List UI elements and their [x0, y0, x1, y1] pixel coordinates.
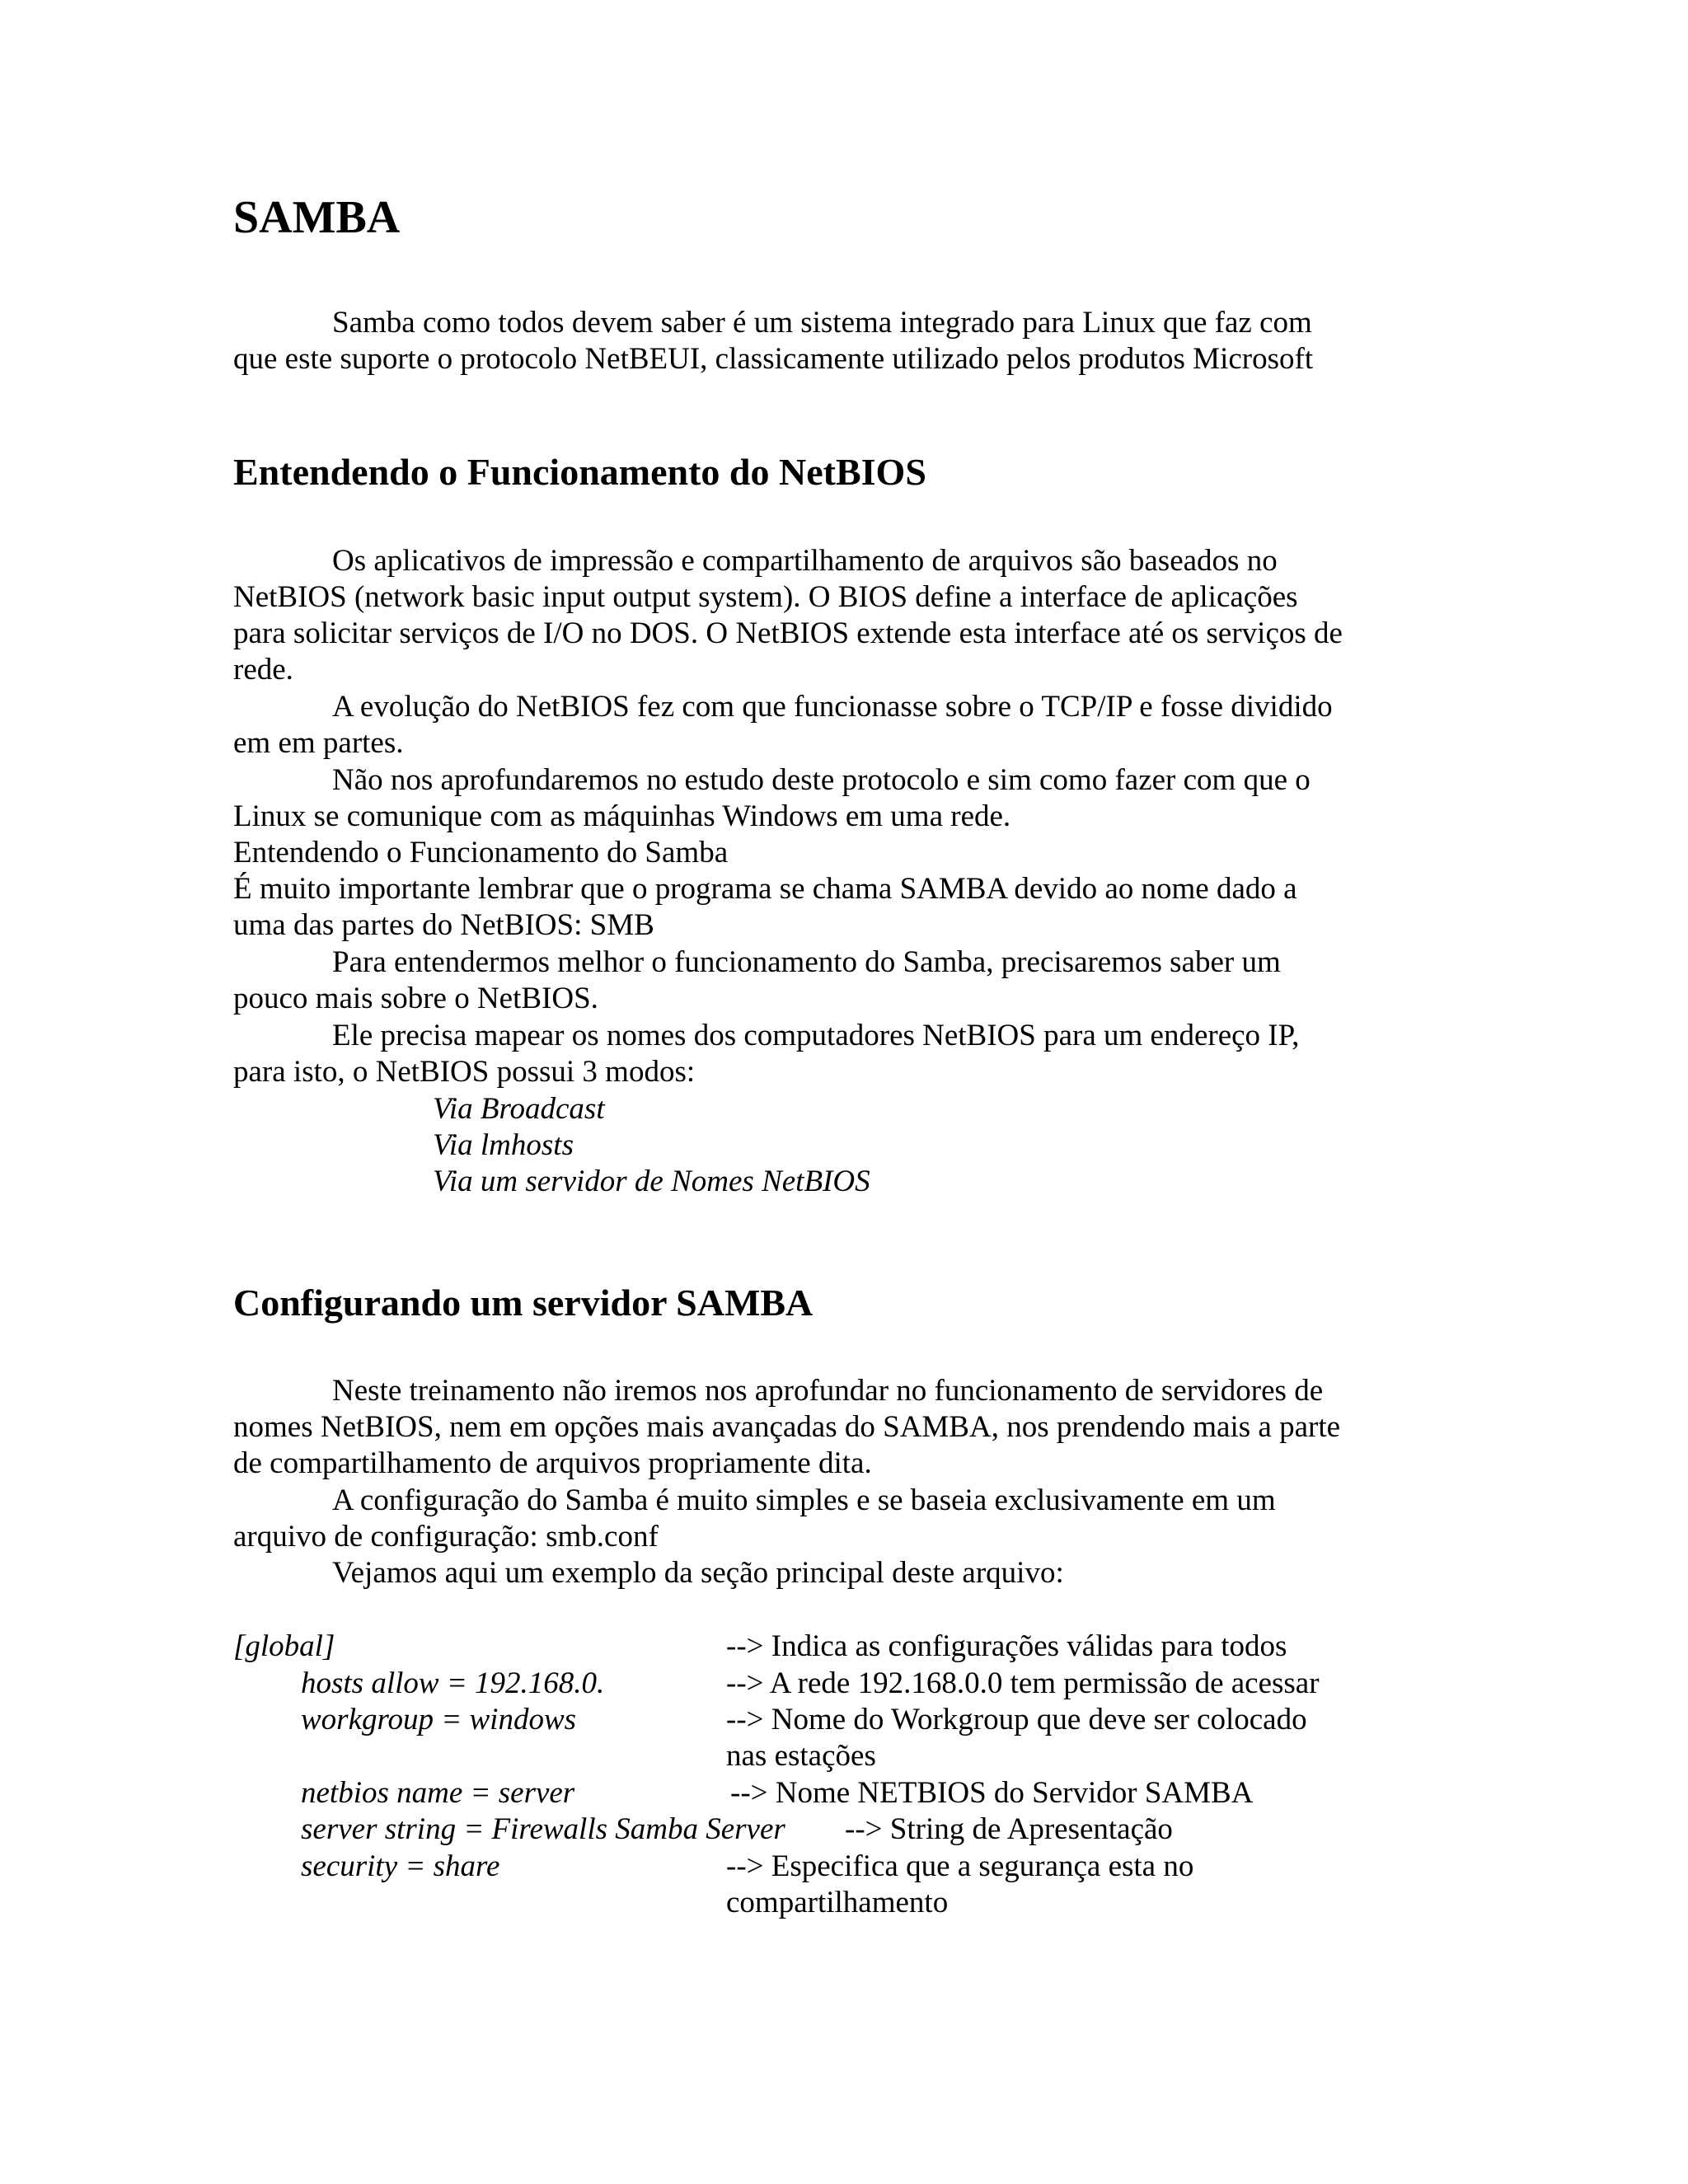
- config-hosts-desc: --> A rede 192.168.0.0 tem permissão de acessar: [726, 1666, 1320, 1700]
- section-heading-netbios: Entendendo o Funcionamento do NetBIOS: [233, 451, 926, 493]
- paragraph-line: Para entendermos melhor o funcionamento do Samba, precisaremos saber um: [332, 945, 1281, 979]
- config-global-desc: --> Indica as configurações válidas para todos: [726, 1629, 1287, 1663]
- paragraph-line: Os aplicativos de impressão e compartilhamento de arquivos são baseados no: [332, 544, 1278, 578]
- mode-list-item: Via um servidor de Nomes NetBIOS: [433, 1165, 870, 1198]
- paragraph-line: NetBIOS (network basic input output system). O BIOS define a interface de aplicações: [233, 580, 1298, 614]
- paragraph-line: Ele precisa mapear os nomes dos computadores NetBIOS para um endereço IP,: [332, 1019, 1300, 1052]
- paragraph-line: uma das partes do NetBIOS: SMB: [233, 908, 654, 942]
- intro-line-2: que este suporte o protocolo NetBEUI, classicamente utilizado pelos produtos Microsoft: [233, 342, 1314, 376]
- paragraph-line: Não nos aprofundaremos no estudo deste protocolo e sim como fazer com que o: [332, 763, 1311, 797]
- config-security-desc: --> Especifica que a segurança esta no: [726, 1849, 1194, 1883]
- paragraph-line: para isto, o NetBIOS possui 3 modos:: [233, 1055, 696, 1089]
- paragraph-line: arquivo de configuração: smb.conf: [233, 1520, 659, 1554]
- config-server-desc: --> String de Apresentação: [845, 1812, 1173, 1846]
- config-workgroup-desc: --> Nome do Workgroup que deve ser colocado: [726, 1703, 1307, 1736]
- paragraph-line: Neste treinamento não iremos nos aprofundar no funcionamento de servidores de: [332, 1374, 1324, 1408]
- paragraph-line: pouco mais sobre o NetBIOS.: [233, 982, 598, 1015]
- paragraph-line: É muito importante lembrar que o programa se chama SAMBA devido ao nome dado a: [233, 872, 1297, 906]
- config-hosts-key: hosts allow = 192.168.0.: [301, 1666, 605, 1700]
- paragraph-line: Linux se comunique com as máquinhas Windows em uma rede.: [233, 799, 1011, 833]
- config-security-desc-cont: compartilhamento: [726, 1886, 949, 1919]
- config-workgroup-key: workgroup = windows: [301, 1703, 577, 1736]
- config-netbios-desc: --> Nome NETBIOS do Servidor SAMBA: [730, 1776, 1254, 1810]
- paragraph-line: Entendendo o Funcionamento do Samba: [233, 836, 729, 869]
- mode-list-item: Via lmhosts: [433, 1128, 574, 1162]
- paragraph-line: A configuração do Samba é muito simples e se baseia exclusivamente em um: [332, 1483, 1276, 1517]
- paragraph-line: nomes NetBIOS, nem em opções mais avançadas do SAMBA, nos prendendo mais a parte: [233, 1410, 1341, 1444]
- page-title: SAMBA: [233, 192, 401, 243]
- section-heading-config: Configurando um servidor SAMBA: [233, 1282, 814, 1324]
- paragraph-line: rede.: [233, 653, 293, 687]
- paragraph-line: de compartilhamento de arquivos propriamente dita.: [233, 1446, 872, 1480]
- paragraph-line: Vejamos aqui um exemplo da seção principal deste arquivo:: [332, 1556, 1064, 1590]
- config-global-key: [global]: [233, 1629, 335, 1663]
- config-netbios-key: netbios name = server: [301, 1776, 575, 1810]
- config-workgroup-desc-cont: nas estações: [726, 1739, 876, 1773]
- paragraph-line: A evolução do NetBIOS fez com que funcionasse sobre o TCP/IP e fosse dividido: [332, 690, 1333, 724]
- intro-line-1: Samba como todos devem saber é um sistema integrado para Linux que faz com: [332, 306, 1312, 340]
- config-security-key: security = share: [301, 1849, 500, 1883]
- mode-list-item: Via Broadcast: [433, 1092, 605, 1126]
- paragraph-line: para solicitar serviços de I/O no DOS. O NetBIOS extende esta interface até os serviços de: [233, 616, 1343, 650]
- config-server-key: server string = Firewalls Samba Server: [301, 1812, 785, 1846]
- paragraph-line: em em partes.: [233, 726, 404, 760]
